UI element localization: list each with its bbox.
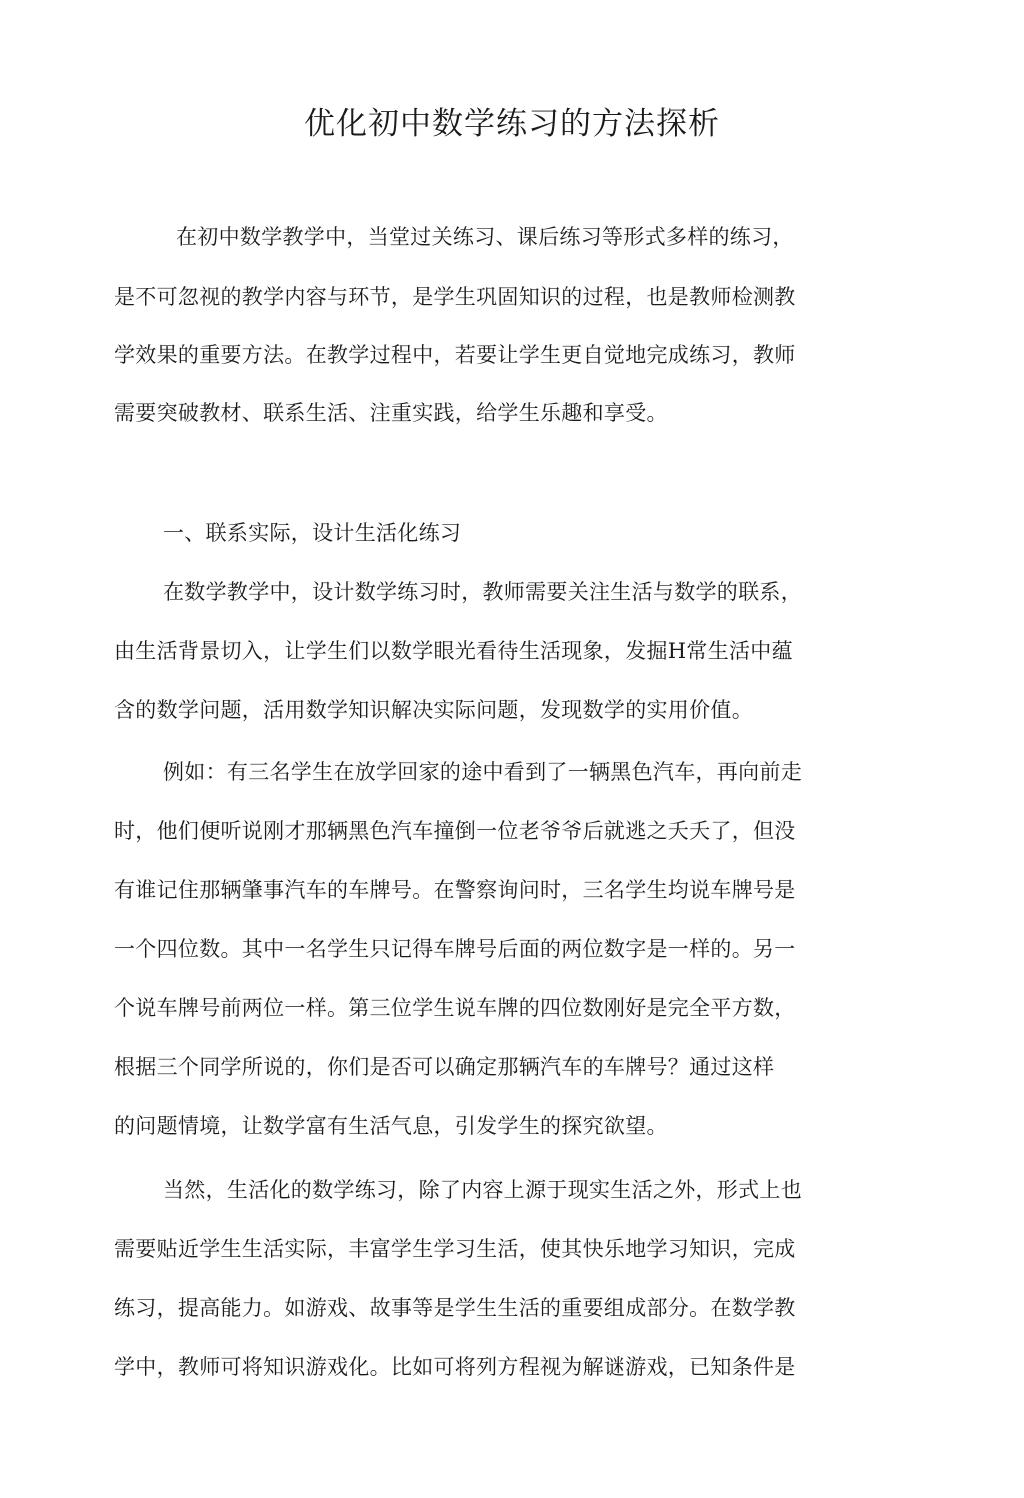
- para2-line-1: 例如：有三名学生在放学回家的途中看到了一辆黑色汽车，再向前走: [163, 760, 802, 784]
- para2-line-4: 一个四位数。其中一名学生只记得车牌号后面的两位数字是一样的。另一: [114, 937, 796, 961]
- intro-line-1: 在初中数学教学中，当堂过关练习、课后练习等形式多样的练习，: [176, 225, 794, 249]
- para2-line-7: 的问题情境，让数学富有生活气息，引发学生的探究欲望。: [114, 1114, 668, 1138]
- para3-line-4: 学中，教师可将知识游戏化。比如可将列方程视为解谜游戏，已知条件是: [114, 1355, 796, 1379]
- para3-line-3: 练习，提高能力。如游戏、故事等是学生生活的重要组成部分。在数学教: [114, 1296, 796, 1320]
- para3-line-2: 需要贴近学生生活实际，丰富学生学习生活，使其快乐地学习知识，完成: [114, 1237, 796, 1261]
- intro-line-4: 需要突破教材、联系生活、注重实践，给学生乐趣和享受。: [114, 401, 668, 425]
- para1-line-3: 含的数学问题，活用数学知识解决实际问题，发现数学的实用价值。: [114, 698, 753, 722]
- para1-line-1: 在数学教学中，设计数学练习时，教师需要关注生活与数学的联系，: [163, 580, 802, 604]
- para2-line-2: 时，他们便听说刚才那辆黑色汽车撞倒一位老爷爷后就逃之夭夭了，但没: [114, 819, 796, 843]
- para2-line-5: 个说车牌号前两位一样。第三位学生说车牌的四位数刚好是完全平方数，: [114, 996, 796, 1020]
- para2-line-3: 有谁记住那辆肇事汽车的车牌号。在警察询问时，三名学生均说车牌号是: [114, 878, 796, 902]
- para2-line-6: 根据三个同学所说的，你们是否可以确定那辆汽车的车牌号？通过这样: [114, 1055, 775, 1079]
- para3-line-1: 当然，生活化的数学练习，除了内容上源于现实生活之外，形式上也: [163, 1178, 802, 1202]
- page-title: 优化初中数学练习的方法探析: [304, 106, 720, 142]
- intro-line-3: 学效果的重要方法。在教学过程中，若要让学生更自觉地完成练习，教师: [114, 343, 796, 367]
- para1-line-2: 由生活背景切入，让学生们以数学眼光看待生活现象，发掘H常生活中蕴: [114, 639, 793, 663]
- section-heading: 一、联系实际，设计生活化练习: [163, 521, 462, 545]
- intro-line-2: 是不可忽视的教学内容与环节，是学生巩固知识的过程，也是教师检测教: [114, 285, 796, 309]
